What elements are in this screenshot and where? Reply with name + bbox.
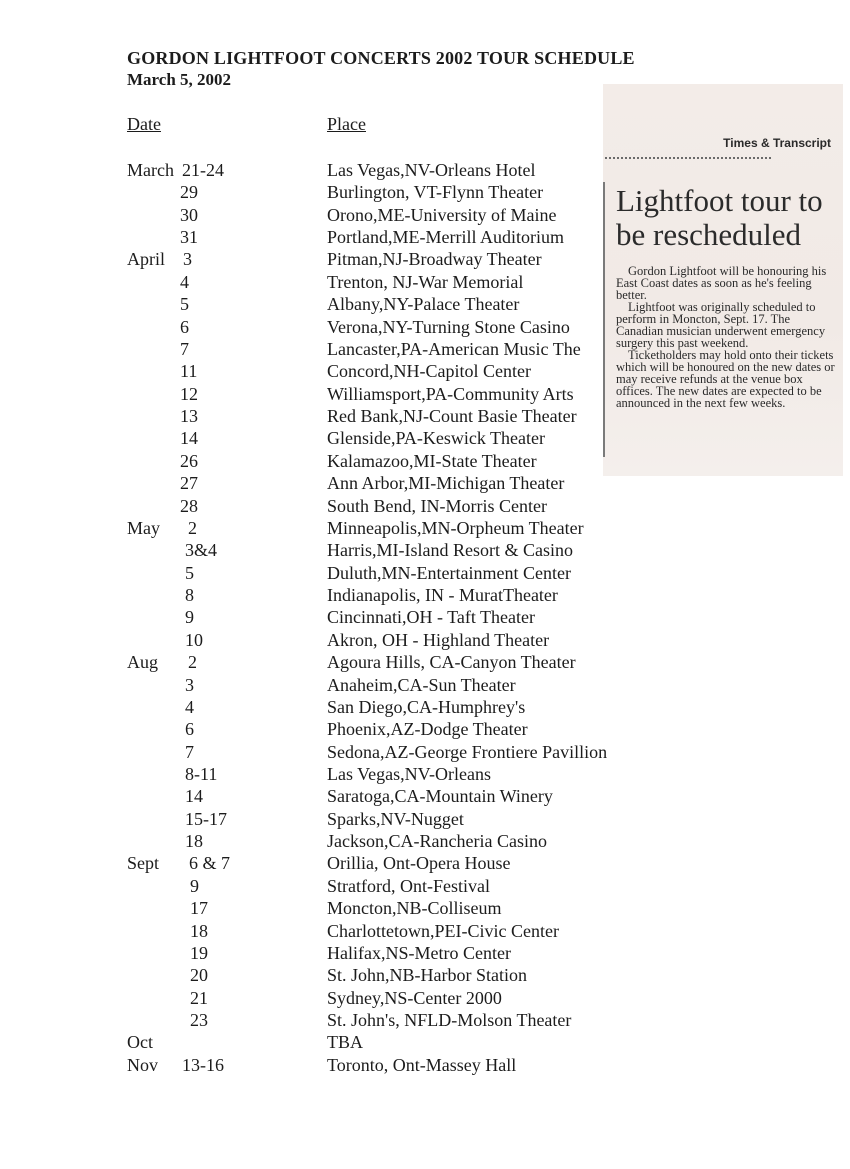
schedule-row <box>0 539 850 561</box>
schedule-place: Las Vegas,NV-Orleans <box>327 763 491 784</box>
schedule-day: 31 <box>180 227 198 248</box>
clipping-paragraph: Gordon Lightfoot will be honouring his East Coast dates as soon as he's feeling better. <box>616 264 827 302</box>
schedule-place: Saratoga,CA-Mountain Winery <box>327 786 553 807</box>
schedule-day: 21 <box>190 987 208 1008</box>
schedule-day: 30 <box>180 204 198 225</box>
schedule-row <box>0 897 850 919</box>
clipping-paragraph: Lightfoot was originally scheduled to perform in Moncton, Sept. 17. The Canadian musician underwent emergency surgery this past weekend. <box>616 300 826 350</box>
schedule-day: 14 <box>185 786 203 807</box>
schedule-place: Sparks,NV-Nugget <box>327 808 464 829</box>
schedule-row <box>0 562 850 584</box>
schedule-place: Anaheim,CA-Sun Theater <box>327 674 516 695</box>
schedule-day: 18 <box>185 831 203 852</box>
schedule-row <box>0 964 850 986</box>
schedule-row <box>0 517 850 539</box>
schedule-row <box>0 606 850 628</box>
place-column-header: Place <box>327 114 366 134</box>
schedule-place: Verona,NY-Turning Stone Casino <box>327 316 570 337</box>
schedule-place: Moncton,NB-Colliseum <box>327 898 502 919</box>
date-column-header: Date <box>127 114 161 134</box>
schedule-day: 29 <box>180 182 198 203</box>
schedule-row <box>0 584 850 606</box>
schedule-day: 9 <box>185 607 194 628</box>
schedule-place: Duluth,MN-Entertainment Center <box>327 562 571 583</box>
schedule-place: Halifax,NS-Metro Center <box>327 942 511 963</box>
schedule-place: Cincinnati,OH - Taft Theater <box>327 607 536 628</box>
schedule-row <box>0 920 850 942</box>
clipping-headline: Lightfoot tour to be rescheduled <box>616 183 823 252</box>
schedule-day: 9 <box>190 875 199 896</box>
schedule-month: Oct <box>127 1032 153 1053</box>
schedule-day: 2 <box>188 652 197 673</box>
schedule-row <box>0 651 850 673</box>
schedule-row <box>0 1009 850 1031</box>
schedule-day: 27 <box>180 473 198 494</box>
schedule-place: Red Bank,NJ-Count Basie Theater <box>327 406 577 427</box>
schedule-day: 3&4 <box>185 540 218 561</box>
schedule-day: 4 <box>180 271 189 292</box>
schedule-row <box>0 718 850 740</box>
schedule-day: 4 <box>185 696 194 717</box>
schedule-place: Minneapolis,MN-Orpheum Theater <box>327 517 584 538</box>
schedule-day: 5 <box>180 294 189 315</box>
schedule-place: Orono,ME-University of Maine <box>327 204 557 225</box>
schedule-place: Stratford, Ont-Festival <box>327 875 490 896</box>
schedule-month: Sept <box>127 853 160 874</box>
schedule-place: Ann Arbor,MI-Michigan Theater <box>327 473 565 494</box>
schedule-day: 14 <box>180 428 198 449</box>
schedule-day: 8-11 <box>185 763 218 784</box>
schedule-day: 15-17 <box>185 808 227 829</box>
schedule-day: 21-24 <box>182 160 224 180</box>
schedule-day: 7 <box>180 338 189 359</box>
schedule-place: Pitman,NJ-Broadway Theater <box>327 249 542 270</box>
schedule-place: Williamsport,PA-Community Arts <box>327 383 574 404</box>
schedule-place: Indianapolis, IN - MuratTheater <box>327 585 558 606</box>
schedule-place: St. John's, NFLD-Molson Theater <box>327 1010 572 1031</box>
schedule-place: Sydney,NS-Center 2000 <box>327 987 502 1008</box>
schedule-day: 17 <box>190 898 208 919</box>
schedule-place: San Diego,CA-Humphrey's <box>327 696 526 717</box>
schedule-row <box>0 495 850 517</box>
schedule-day: 19 <box>190 942 208 963</box>
schedule-day: 23 <box>190 1010 208 1031</box>
clipping-sidebar-rule <box>603 182 605 457</box>
clipping-divider <box>605 157 771 159</box>
schedule-place: Agoura Hills, CA-Canyon Theater <box>327 652 576 673</box>
schedule-day: 8 <box>185 585 194 606</box>
schedule-place: Albany,NY-Palace Theater <box>327 294 520 315</box>
schedule-place: Orillia, Ont-Opera House <box>327 853 511 874</box>
schedule-row <box>0 629 850 651</box>
schedule-day: 28 <box>180 495 198 516</box>
schedule-day: 6 <box>185 719 194 740</box>
schedule-month: April <box>127 249 165 270</box>
schedule-day: 11 <box>180 361 198 382</box>
schedule-day: 3 <box>185 674 194 695</box>
schedule-day: 13 <box>180 406 198 427</box>
schedule-place: Glenside,PA-Keswick Theater <box>327 428 545 449</box>
schedule-place: Portland,ME-Merrill Auditorium <box>327 227 564 248</box>
schedule-place: Kalamazoo,MI-State Theater <box>327 450 537 471</box>
schedule-day: 5 <box>185 562 194 583</box>
newspaper-clipping <box>603 84 843 476</box>
schedule-place: TBA <box>327 1032 363 1053</box>
schedule-place: Burlington, VT-Flynn Theater <box>327 182 544 203</box>
schedule-day: 3 <box>183 249 192 270</box>
schedule-day: 7 <box>185 741 194 762</box>
schedule-place: South Bend, IN-Morris Center <box>327 495 547 516</box>
page-subtitle: March 5, 2002 <box>127 70 232 89</box>
schedule-row <box>0 696 850 718</box>
schedule-day: 18 <box>190 920 208 941</box>
schedule-row <box>0 875 850 897</box>
page-title: GORDON LIGHTFOOT CONCERTS 2002 TOUR SCHEDULE <box>127 48 635 68</box>
schedule-row <box>0 674 850 696</box>
schedule-place: St. John,NB-Harbor Station <box>327 965 527 986</box>
schedule-place: Concord,NH-Capitol Center <box>327 361 531 382</box>
schedule-row <box>0 741 850 763</box>
schedule-day: 12 <box>180 383 198 404</box>
schedule-place: Sedona,AZ-George Frontiere Pavillion <box>327 741 608 762</box>
schedule-day: 10 <box>185 629 203 650</box>
schedule-month: Nov <box>127 1054 158 1075</box>
schedule-row <box>0 830 850 852</box>
schedule-place: Charlottetown,PEI-Civic Center <box>327 920 559 941</box>
schedule-place: Jackson,CA-Rancheria Casino <box>327 831 547 852</box>
schedule-place: Toronto, Ont-Massey Hall <box>327 1054 517 1075</box>
schedule-place: Las Vegas,NV-Orleans Hotel <box>327 160 536 180</box>
clipping-brand: Times & Transcript <box>723 136 831 150</box>
schedule-month: Aug <box>127 652 158 673</box>
schedule-row <box>0 987 850 1009</box>
schedule-month: March <box>127 160 174 180</box>
schedule-day: 20 <box>190 965 208 986</box>
clipping-paragraph: Ticketholders may hold onto their tickets which will be honoured on the new dates or may receive refunds at the venue box offices. The new dates are expected to be announced in the next few weeks. <box>616 348 835 410</box>
schedule-row <box>0 785 850 807</box>
schedule-row <box>0 763 850 785</box>
schedule-row <box>0 942 850 964</box>
schedule-day: 6 & 7 <box>189 853 231 874</box>
schedule-row <box>0 852 850 874</box>
schedule-day: 6 <box>180 316 189 337</box>
schedule-row <box>0 808 850 830</box>
clipping-body <box>616 265 838 409</box>
schedule-day: 2 <box>188 517 197 538</box>
schedule-place: Trenton, NJ-War Memorial <box>327 271 524 292</box>
schedule-place: Lancaster,PA-American Music The <box>327 338 581 359</box>
schedule-place: Phoenix,AZ-Dodge Theater <box>327 719 528 740</box>
schedule-place: Harris,MI-Island Resort & Casino <box>327 540 573 561</box>
schedule-place: Akron, OH - Highland Theater <box>327 629 550 650</box>
schedule-row <box>0 1054 850 1076</box>
schedule-month: May <box>127 517 160 538</box>
schedule-day: 26 <box>180 450 198 471</box>
schedule-row <box>0 1031 850 1053</box>
schedule-day: 13-16 <box>182 1054 224 1075</box>
